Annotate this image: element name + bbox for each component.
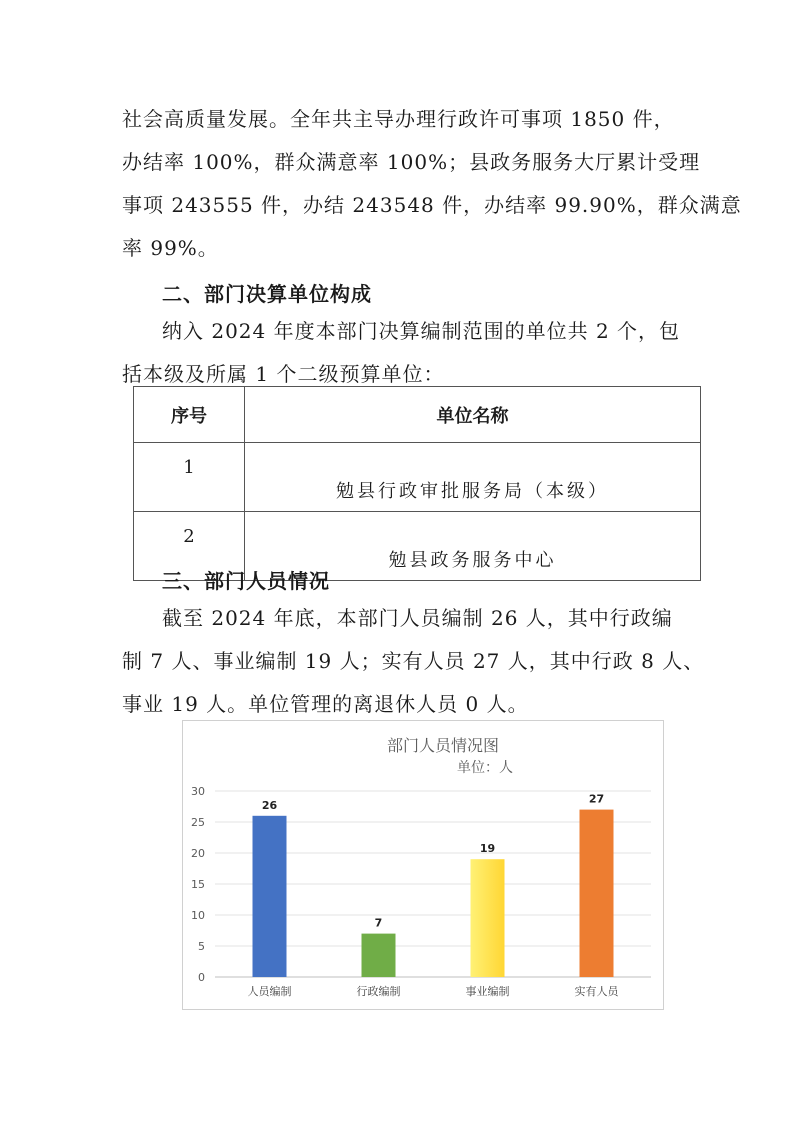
chart-x-axis	[248, 984, 620, 998]
text-line: 社会高质量发展。全年共主导办理行政许可事项 1850 件，	[122, 107, 675, 131]
data-label: 27	[588, 792, 605, 806]
row-index: 2	[134, 512, 245, 581]
section-heading-staff: 三、部门人员情况	[162, 569, 330, 593]
staff-bar-chart	[182, 720, 664, 1010]
text-line: 制 7 人、事业编制 19 人；实有人员 27 人，其中行政 8 人、	[122, 649, 705, 673]
y-tick-label: 30	[191, 785, 205, 798]
data-label: 26	[261, 798, 278, 812]
chart-bars	[253, 810, 614, 977]
y-tick-label: 25	[191, 816, 205, 829]
x-tick-label: 事业编制	[465, 985, 510, 998]
table-row	[134, 443, 701, 512]
text-line: 括本级及所属 1 个二级预算单位：	[122, 362, 445, 386]
bar	[253, 816, 287, 977]
bar	[471, 859, 505, 977]
data-label: 19	[479, 842, 496, 856]
text-line: 率 99%。	[122, 236, 219, 260]
text-line: 办结率 100%，群众满意率 100%；县政务服务大厅累计受理	[122, 150, 701, 174]
header-index: 序号	[134, 387, 245, 443]
chart-canvas	[183, 721, 663, 1009]
text-line: 纳入 2024 年度本部门决算编制范围的单位共 2 个，包	[162, 319, 681, 343]
bar	[580, 810, 614, 977]
y-tick-label: 5	[198, 940, 205, 953]
y-tick-label: 15	[191, 878, 205, 891]
row-index: 1	[134, 443, 245, 512]
chart-y-axis	[191, 785, 205, 984]
x-tick-label: 行政编制	[356, 985, 401, 998]
y-tick-label: 10	[191, 909, 205, 922]
x-tick-label: 实有人员	[574, 985, 619, 998]
bar	[362, 934, 396, 977]
row-unit-name: 勉县行政审批服务局（本级）	[245, 443, 701, 512]
text-line: 截至 2024 年底，本部门人员编制 26 人，其中行政编	[162, 606, 673, 630]
row-unit-name: 勉县政务服务中心	[245, 512, 701, 581]
intro-paragraph	[122, 98, 742, 270]
y-tick-label: 20	[191, 847, 205, 860]
header-unit-name: 单位名称	[245, 387, 701, 443]
unit-table	[133, 386, 701, 581]
table-header-row	[134, 387, 701, 443]
x-tick-label: 人员编制	[247, 985, 292, 998]
chart-data-labels	[262, 793, 604, 930]
staff-paragraph	[122, 597, 705, 726]
text-line: 事项 243555 件，办结 243548 件，办结率 99.90%，群众满意	[122, 193, 742, 217]
chart-subtitle: 单位：人	[457, 760, 513, 776]
y-tick-label: 0	[198, 971, 205, 984]
section-heading-units: 二、部门决算单位构成	[162, 282, 372, 306]
data-label: 7	[374, 916, 383, 930]
chart-title: 部门人员情况图	[386, 736, 500, 755]
text-line: 事业 19 人。单位管理的离退休人员 0 人。	[122, 692, 529, 716]
units-paragraph	[122, 310, 682, 396]
